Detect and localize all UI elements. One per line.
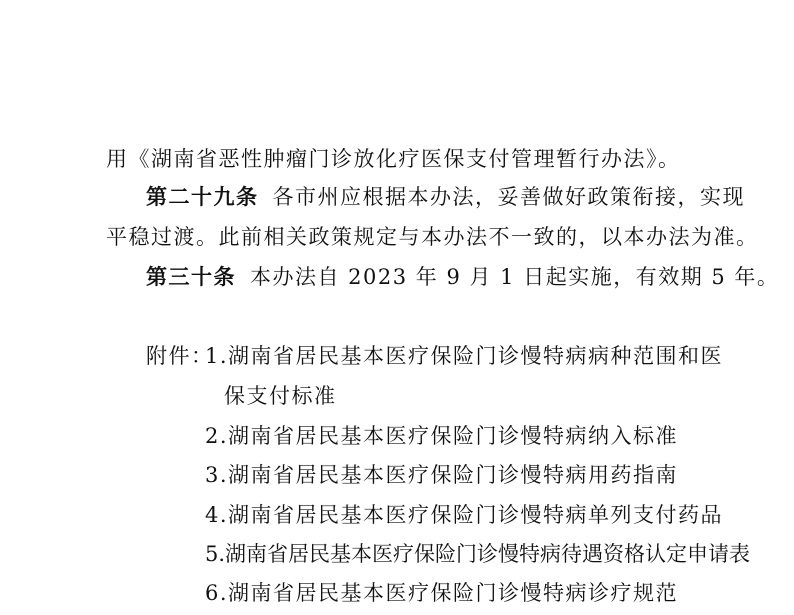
attachment-item: 5.湖南省居民基本医疗保险门诊慢特病待遇资格认定申请表 [205,542,751,566]
article-29-line2: 平稳过渡。此前相关政策规定与本办法不一致的，以本办法为准。 [106,225,759,249]
attachment-item-continuation: 保支付标准 [224,384,337,408]
attachment-item: 4.湖南省居民基本医疗保险门诊慢特病单列支付药品 [205,503,724,527]
attachment-item: 1.湖南省居民基本医疗保险门诊慢特病病种范围和医 [205,344,724,368]
article-30-text: 本办法自 2023 年 9 月 1 日起实施，有效期 5 年。 [250,265,780,289]
attachment-item: 3.湖南省居民基本医疗保险门诊慢特病用药指南 [205,463,679,487]
attachment-item: 2.湖南省居民基本医疗保险门诊慢特病纳入标准 [205,424,679,448]
paragraph-line: 用《湖南省恶性肿瘤门诊放化疗医保支付管理暂行办法》。 [106,147,681,171]
article-29-line1 [146,184,745,210]
attachments-label: 附件： [146,344,214,368]
attachment-item: 6.湖南省居民基本医疗保险门诊慢特病诊疗规范 [205,581,679,605]
article-29-label: 第二十九条 [146,184,259,209]
article-30-line [146,264,779,290]
article-29-text: 各市州应根据本办法，妥善做好政策衔接，实现 [272,185,745,209]
article-30-label: 第三十条 [146,264,236,289]
